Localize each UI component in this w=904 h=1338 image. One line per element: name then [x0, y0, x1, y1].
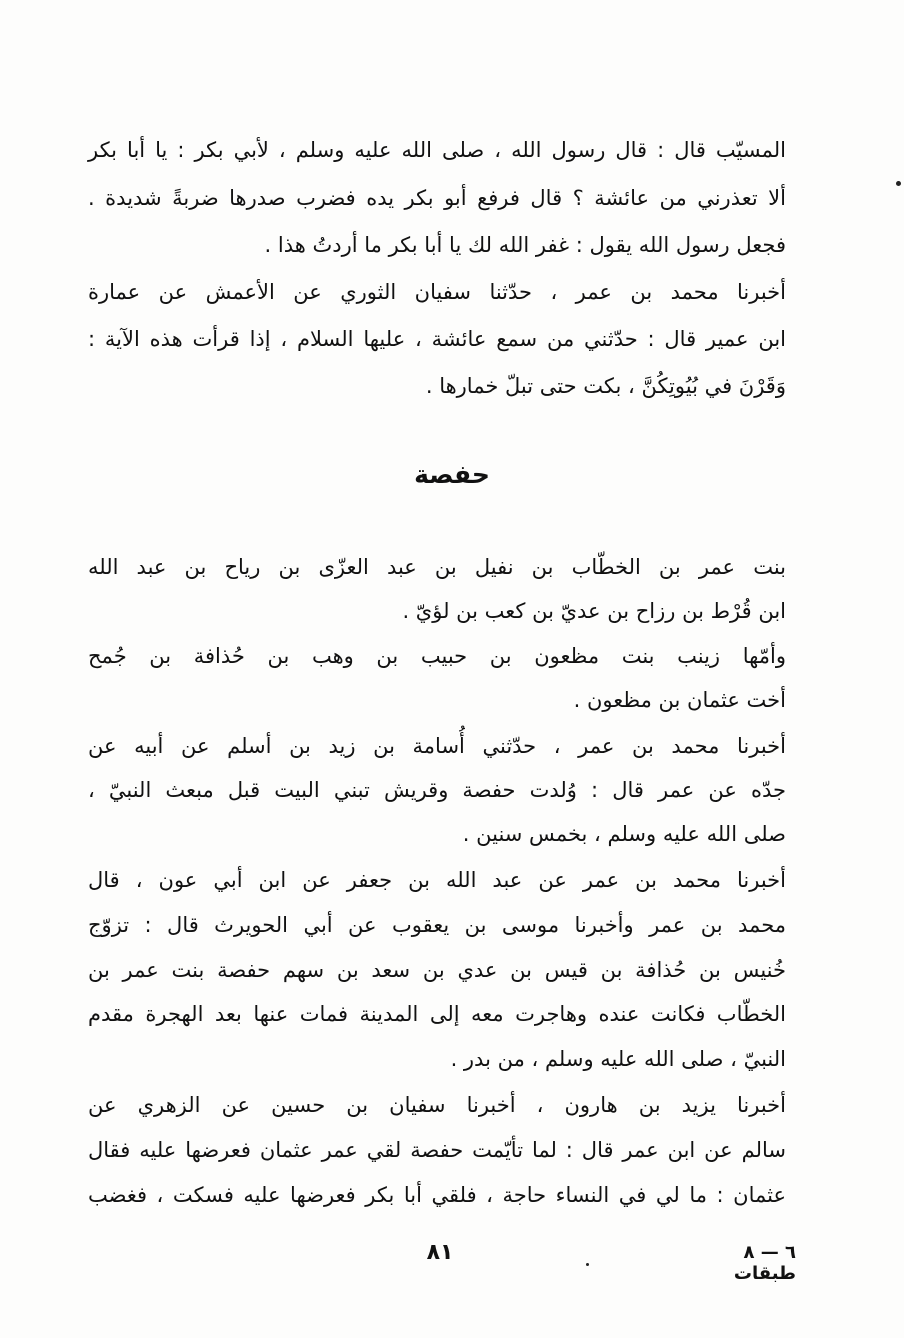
text-line: وأمّها زينب بنت مظعون بن حبيب بن وهب بن حُذافة بن جُمح: [88, 644, 786, 668]
text-line: النبيّ ، صلى الله عليه وسلم ، من بدر .: [450, 1047, 786, 1071]
text-line: أخبرنا محمد بن عمر عن عبد الله بن جعفر عن ابن أبي عون ، قال: [88, 868, 786, 892]
page-number: ٨١: [426, 1240, 454, 1265]
text-line: ابن عمير قال : حدّثني من سمع عائشة ، عليها السلام ، إذا قرأت هذه الآية :: [88, 327, 786, 351]
text-line: وَقَرْنَ في بُيُوتِكُنَّ ، بكت حتى تبلّ خمارها .: [425, 374, 786, 398]
text-line: فجعل رسول الله يقول : غفر الله لك يا أبا بكر ما أردتُ هذا .: [264, 233, 786, 257]
section-heading: حفصة: [414, 460, 490, 489]
scan-speck: [896, 181, 901, 186]
text-line: بنت عمر بن الخطّاب بن نفيل بن عبد العزّى بن رياح بن عبد الله: [88, 555, 786, 579]
text-line: ابن قُرْط بن رزاح بن عديّ بن كعب بن لؤيّ .: [402, 599, 786, 623]
text-line: محمد بن عمر وأخبرنا موسى بن يعقوب عن أبي الحويرث قال : تزوّج: [88, 913, 786, 937]
text-line: المسيّب قال : قال رسول الله ، صلى الله عليه وسلم ، لأبي بكر : يا أبا بكر: [88, 138, 786, 162]
text-line: أخت عثمان بن مظعون .: [573, 688, 786, 712]
text-line: أخبرنا يزيد بن هارون ، أخبرنا سفيان بن حسين عن الزهري عن: [88, 1093, 786, 1117]
text-line: جدّه عن عمر قال : وُلدت حفصة وقريش تبني البيت قبل مبعث النبيّ ،: [88, 778, 786, 802]
text-line: سالم عن ابن عمر قال : لما تأيّمت حفصة لقي عمر عثمان فعرضها عليه فقال: [88, 1138, 786, 1162]
text-line: الخطّاب فكانت عنده وهاجرت معه إلى المدينة فمات عنها بعد الهجرة مقدم: [88, 1002, 786, 1026]
text-line: أخبرنا محمد بن عمر ، حدّثنا سفيان الثوري عن الأعمش عن عمارة: [88, 280, 786, 304]
text-line: خُنيس بن حُذافة بن قيس بن عدي بن سعد بن سهم حفصة بنت عمر بن: [88, 958, 786, 982]
text-line: أخبرنا محمد بن عمر ، حدّثني أُسامة بن زيد بن أسلم عن أبيه عن: [88, 734, 786, 758]
text-line: عثمان : ما لي في النساء حاجة ، فلقي أبا بكر فعرضها عليه فسكت ، فغضب: [88, 1183, 786, 1207]
text-line: صلى الله عليه وسلم ، بخمس سنين .: [462, 822, 786, 846]
scan-speck: [586, 1263, 589, 1266]
text-line: ألا تعذرني من عائشة ؟ قال فرفع أبو بكر يده فضرب صدرها ضربةً شديدة .: [88, 186, 786, 210]
signature-mark: ٦ — ٨ طبقات: [733, 1242, 796, 1284]
